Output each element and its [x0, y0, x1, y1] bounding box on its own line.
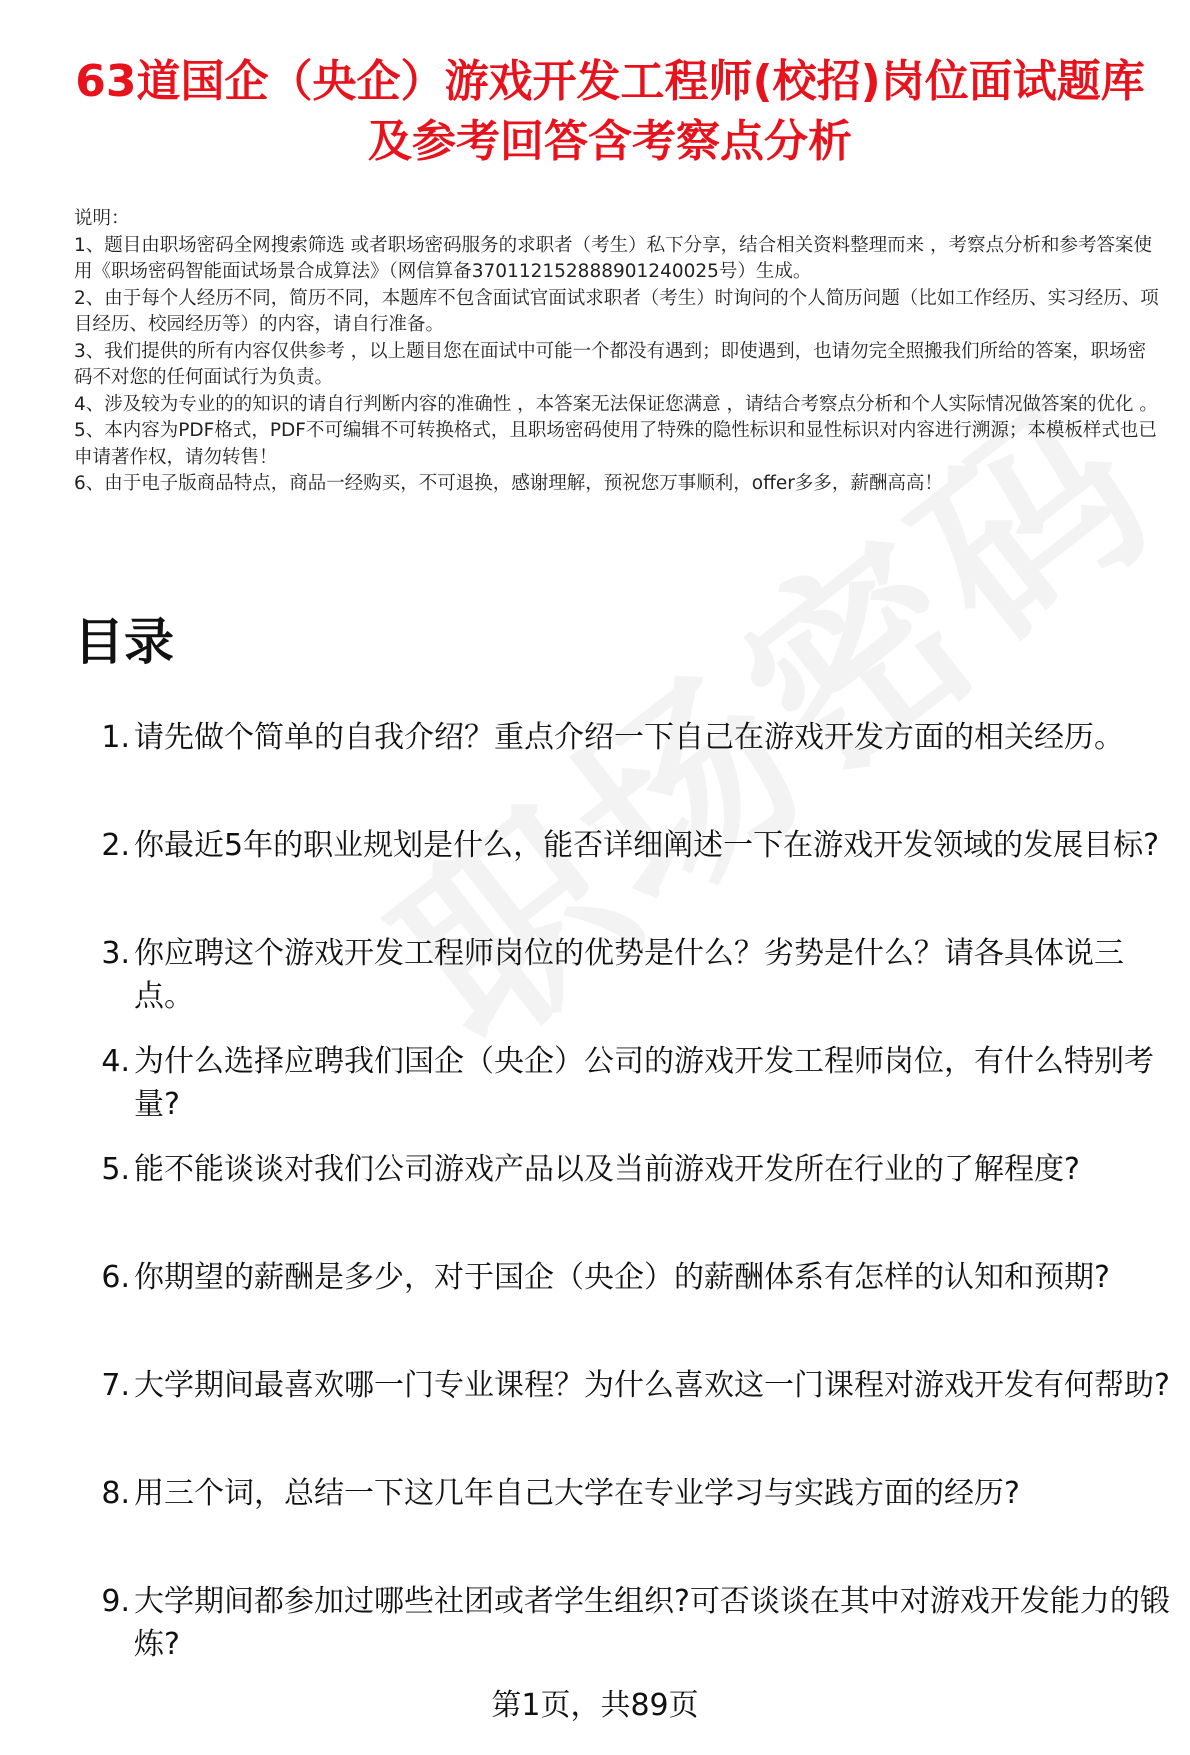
note-item-5: 5、本内容为PDF格式，PDF不可编辑不可转换格式，且职场密码使用了特殊的隐性标识和显性标识对内容进行溯源；本模板样式也已申请著作权，请勿转售！	[74, 420, 1157, 468]
toc-item-number: 3.	[101, 936, 130, 971]
toc-item-text: 为什么选择应聘我们国企（央企）公司的游戏开发工程师岗位，有什么特别考量?	[134, 1044, 1154, 1122]
toc-item-2[interactable]	[74, 824, 1170, 932]
toc-heading: 目录	[74, 613, 174, 671]
page-number: 第1页，共89页	[491, 1688, 699, 1723]
note-item-1: 1、题目由职场密码全网搜索筛选 或者职场密码服务的求职者（考生）私下分享，结合相关资料整理而来 ，考察点分析和参考答案使用《职场密码智能面试场景合成算法》（网信算备370112152888901240025号）生成。	[74, 234, 1153, 282]
toc-item-9[interactable]	[74, 1580, 1170, 1688]
toc-item-text: 你最近5年的职业规划是什么，能否详细阐述一下在游戏开发领域的发展目标?	[134, 828, 1160, 863]
toc-item-text: 你期望的薪酬是多少，对于国企（央企）的薪酬体系有怎样的认知和预期?	[134, 1260, 1110, 1295]
toc-item-1[interactable]	[74, 716, 1170, 824]
notes-section	[74, 206, 1164, 498]
toc-item-number: 9.	[101, 1584, 130, 1619]
toc-item-3[interactable]	[74, 932, 1170, 1040]
toc-item-text: 大学期间最喜欢哪一门专业课程？为什么喜欢这一门课程对游戏开发有何帮助?	[134, 1368, 1170, 1403]
toc-item-number: 1.	[101, 720, 130, 755]
toc-list	[74, 716, 1170, 1688]
toc-item-6[interactable]	[74, 1256, 1170, 1364]
toc-item-text: 你应聘这个游戏开发工程师岗位的优势是什么？劣势是什么？请各具体说三点。	[134, 936, 1124, 1014]
toc-item-4[interactable]	[74, 1040, 1170, 1148]
note-item-4: 4、涉及较为专业的的知识的请自行判断内容的准确性 ，本答案无法保证您满意 ，请结合考察点分析和个人实际情况做答案的优化 。	[74, 393, 1158, 415]
toc-item-7[interactable]	[74, 1364, 1170, 1472]
note-item-2: 2、由于每个人经历不同，简历不同，本题库不包含面试官面试求职者（考生）时询问的个人简历问题（比如工作经历、实习经历、项目经历、校园经历等）的内容，请自行准备。	[74, 287, 1159, 335]
toc-item-8[interactable]	[74, 1472, 1170, 1580]
toc-item-number: 6.	[101, 1260, 130, 1295]
note-item-3: 3、我们提供的所有内容仅供参考 ，以上题目您在面试中可能一个都没有遇到；即使遇到，也请勿完全照搬我们所给的答案，职场密码不对您的任何面试行为负责。	[74, 340, 1147, 388]
toc-item-number: 4.	[101, 1044, 130, 1079]
toc-item-text: 请先做个简单的自我介绍？重点介绍一下自己在游戏开发方面的相关经历。	[134, 720, 1124, 755]
toc-item-text: 大学期间都参加过哪些社团或者学生组织?可否谈谈在其中对游戏开发能力的锻炼?	[134, 1584, 1170, 1662]
toc-item-number: 2.	[101, 828, 130, 863]
toc-item-number: 7.	[101, 1368, 130, 1403]
toc-item-5[interactable]	[74, 1148, 1170, 1256]
toc-item-number: 8.	[101, 1476, 130, 1511]
notes-heading: 说明：	[74, 208, 130, 229]
toc-item-number: 5.	[101, 1152, 130, 1187]
toc-item-text: 能不能谈谈对我们公司游戏产品以及当前游戏开发所在行业的了解程度?	[134, 1152, 1080, 1187]
note-item-6: 6、由于电子版商品特点，商品一经购买，不可退换，感谢理解，预祝您万事顺利，offer多多，薪酬高高！	[74, 473, 943, 494]
toc-item-text: 用三个词，总结一下这几年自己大学在专业学习与实践方面的经历?	[134, 1476, 1020, 1511]
document-title: 63道国企（央企）游戏开发工程师(校招)岗位面试题库及参考回答含考察点分析	[75, 56, 1145, 167]
